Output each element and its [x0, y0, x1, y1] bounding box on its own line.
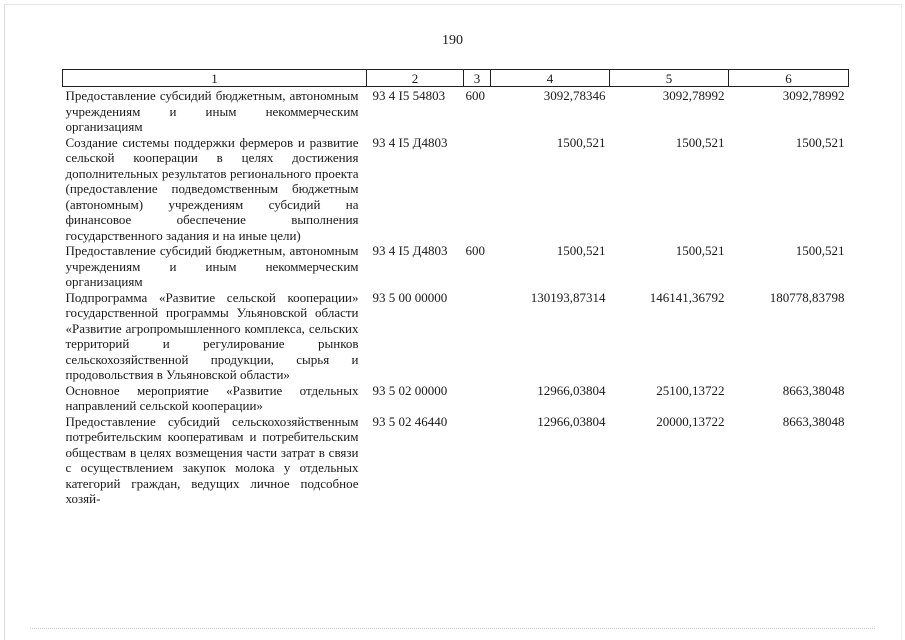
row-code: 93 4 I5 54803 [372, 88, 446, 103]
row-name: Создание системы поддержки фермеров и развитие сельской кооперации в целях достижения дополнительных результатов регионального проекта (предоставление подведомственным бюджетным (автономным) учреждениям субсидий на финансовое обеспечение выполнения государственного задания и на иные цели) [65, 134, 359, 243]
row-value-col6: 8663,38048 [782, 413, 845, 429]
table-row [63, 383, 849, 414]
table-row [63, 135, 849, 244]
row-value-col4: 1500,521 [556, 243, 606, 258]
header-row [63, 70, 849, 87]
row-value-col4: 130193,87314 [530, 289, 606, 305]
row-value-col6: 3092,78992 [782, 88, 845, 103]
row-value-col4: 12966,03804 [537, 413, 606, 429]
row-value-col5: 3092,78992 [662, 88, 725, 103]
row-value-col5: 1500,521 [675, 243, 725, 258]
table-row [63, 414, 849, 507]
row-value-col5: 20000,13722 [656, 413, 725, 429]
row-value-col5: 25100,13722 [656, 382, 725, 398]
row-name: Предоставление субсидий бюджетным, автономным учреждениям и иным некоммерческим организациям [65, 88, 359, 134]
row-value-col4: 12966,03804 [537, 382, 606, 398]
page-number: 190 [442, 33, 463, 48]
header-col-2: 2 [367, 70, 464, 87]
row-code: 93 5 00 00000 [372, 289, 448, 305]
table-body [63, 87, 849, 507]
row-value-col5: 146141,36792 [649, 289, 725, 305]
scan-artifact [30, 628, 875, 629]
table-row [63, 87, 849, 135]
header-col-4: 4 [491, 70, 610, 87]
row-name: Основное мероприятие «Развитие отдельных направлений сельской кооперации» [65, 382, 359, 413]
header-col-1: 1 [63, 70, 367, 87]
row-value-col4: 1500,521 [556, 134, 606, 150]
row-expense-type [464, 414, 491, 507]
header-col-3: 3 [464, 70, 491, 87]
row-value-col4: 3092,78346 [543, 88, 606, 103]
row-value-col5: 1500,521 [675, 134, 725, 150]
header-col-6: 6 [729, 70, 849, 87]
row-value-col6: 8663,38048 [782, 382, 845, 398]
row-code: 93 4 I5 Д4803 [372, 134, 448, 150]
row-name: Предоставление субсидий бюджетным, автономным учреждениям и иным некоммерческим организациям [65, 243, 359, 289]
row-name: Подпрограмма «Развитие сельской кооперации» государственной программы Ульяновской области «Развитие агропромышленного комплекса, сельских территорий и регулирование рынков сельскохозяйственной продукции, сырья и продовольствия в Ульяновской области» [65, 289, 359, 382]
row-value-col6: 180778,83798 [769, 289, 845, 305]
row-expense-type: 600 [465, 88, 485, 103]
row-expense-type [464, 135, 491, 244]
row-value-col6: 1500,521 [795, 134, 845, 150]
row-expense-type: 600 [465, 243, 485, 258]
row-expense-type [464, 290, 491, 383]
header-col-5: 5 [610, 70, 729, 87]
budget-table [62, 69, 849, 507]
row-code: 93 5 02 00000 [372, 382, 448, 398]
table-header [63, 70, 849, 87]
row-name: Предоставление субсидий сельскохозяйственным потребительским кооперативам и потребительским обществам в целях возмещения части затрат в связи с осуществлением закупок молока у отдельных категорий граждан, ведущих личное подсобное хозяй- [65, 413, 359, 506]
row-expense-type [464, 383, 491, 414]
row-value-col6: 1500,521 [795, 243, 845, 258]
row-code: 93 4 I5 Д4803 [372, 243, 448, 258]
table-row [63, 243, 849, 290]
table-row [63, 290, 849, 383]
row-code: 93 5 02 46440 [372, 413, 448, 429]
